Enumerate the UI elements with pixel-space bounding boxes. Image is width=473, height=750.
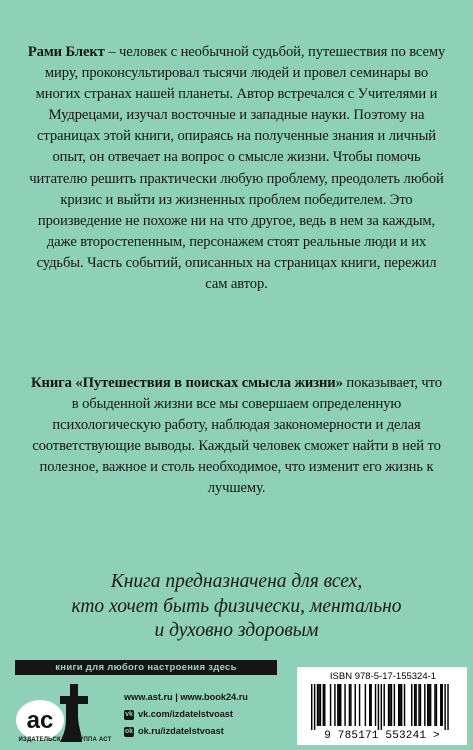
barcode-bar [430,684,431,726]
publisher-contacts [124,689,248,740]
motto [0,570,473,644]
barcode-bar [314,684,315,730]
barcode-bar [389,684,390,726]
barcode-bar [375,684,376,726]
publisher-websites[interactable]: www.ast.ru | www.book24.ru [124,692,248,702]
barcode-bar [442,684,443,726]
barcode-bar [350,684,351,726]
barcode-bar [334,684,335,726]
book-description-text: показывает, что в обыденной жизни все мы совершаем определенную психологическую работу, наблюдая закономерности и делая соответствующие выводы. Каждый человек сможет найти в ней то полезное, важное и столь необходимое, что изменит его жизнь к лучшему. [32,375,442,497]
barcode-bar [320,684,321,726]
barcode-bar [415,684,416,726]
barcode-bar [436,684,437,726]
barcode-bar [424,684,425,726]
barcode-bar [378,684,379,730]
barcode-bar [384,684,385,726]
barcode-bar [381,684,382,730]
barcode-bar [428,684,429,726]
book-title: Книга «Путешествия в поисках смысла жизни» [31,375,343,391]
isbn-label: ISBN 978-5-17-155324-1 [329,671,437,682]
publisher-caption: ИЗДАТЕЛЬСКАЯ ГРУППА АСТ [18,737,112,743]
barcode-digits: 9 785171 553241 > [324,730,440,742]
barcode-bar [414,684,415,726]
barcode-bar [391,684,392,726]
barcode-bar [365,684,366,726]
publisher-logo-text: ac [26,707,54,734]
barcode-bar [388,684,389,726]
barcode-bar [324,684,325,726]
barcode-bar [340,684,341,726]
ok-link-text: ok.ru/izdatelstvoast [138,726,224,736]
barcode-bar [311,684,312,730]
motto-line-1: Книга предназначена для всех, [110,571,363,592]
barcode-bar [401,684,402,726]
barcode-bar [398,684,399,726]
vk-link[interactable] [124,706,248,723]
barcode-bar [404,684,405,726]
motto-line-2: кто хочет быть физически, ментально [71,595,402,617]
author-description [26,42,447,295]
barcode-bar [427,684,428,726]
barcode-icon [311,684,453,730]
barcode-bar [323,684,324,726]
series-strip: книги для любого настроения здесь [15,660,277,675]
barcode-bar [355,684,356,726]
author-description-text: – человек с необычной судьбой, путешествия по всему миру, проконсультировал тысячи людей и провел семинары во многих странах нашей планеты. Автор встречался с Учителями и Мудрецами, изучал восточные и западные науки. Поэтому на страницах этой книги, опираясь на полученные знания и личный опыт, он отвечает на вопрос о смысле жизни. Чтобы помочь читателю решить практически любую проблему, преодолеть любой кризис и выйти из жизненных проблем победителем. Это произведение не похоже ни на что другое, ведь в нем за каждым, даже второстепенным, персонажем стоят реальные люди и их судьбы. Часть событий, описанных на страницах книги, пережил сам автор. [29,44,446,293]
barcode-bar [359,684,360,726]
barcode-bar [420,684,421,726]
barcode-bar [330,684,331,726]
barcode-block [297,667,467,745]
barcode-bar [434,684,435,726]
barcode-bar [349,684,350,726]
barcode-bar [440,684,441,726]
barcode-bar [339,684,340,726]
barcode-bar [370,684,371,726]
barcode-bar [369,684,370,726]
vk-icon: vk [125,710,133,718]
barcode-bar [318,684,319,726]
publisher-logo [16,682,98,742]
barcode-bar [447,684,448,730]
barcode-bar [418,684,419,726]
barcode-bar [399,684,400,726]
vk-link-text: vk.com/izdatelstvoast [138,709,233,719]
barcode-bar [411,684,412,726]
ok-link[interactable] [124,723,248,740]
barcode-bar [337,684,338,726]
book-description [26,373,447,500]
motto-line-3: и духовно здоровым [154,620,319,641]
barcode-bar [394,684,395,726]
publisher-footer [0,652,473,750]
barcode-bar [444,684,445,730]
barcode-bar [344,684,345,726]
ok-icon: ok [124,727,134,735]
barcode-bar [317,684,318,726]
author-name: Рами Блект [27,44,105,60]
